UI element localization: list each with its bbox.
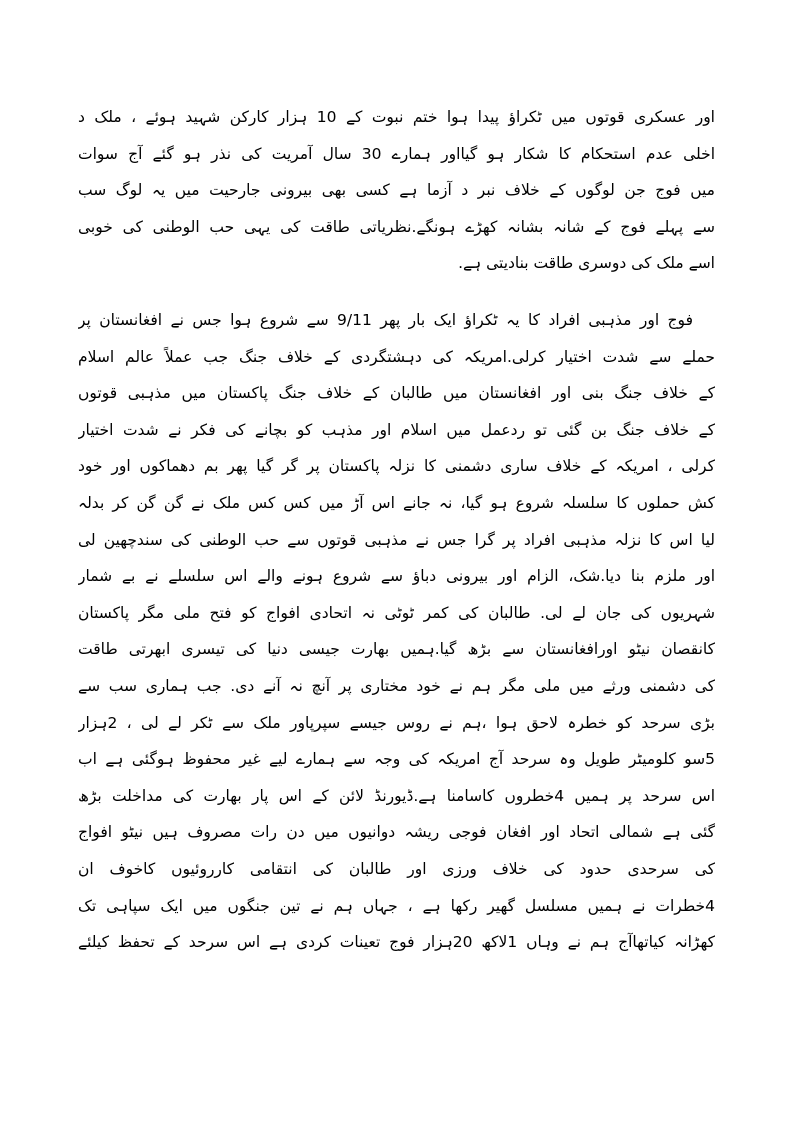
text-line: میں فوج جن لوگوں کے خلاف نبر د آزما ہے کسی بھی بیرونی جارحیت میں یہ لوگ سب: [78, 181, 715, 200]
text-line: فوج اور مذہبی افراد کا یہ ٹکراؤ ایک بار پھر 9/11 سے شروع ہوا جس نے افغانستان پر: [78, 311, 693, 329]
text-line: لیا اس کا نزلہ مذہبی افراد پر گرا جس نے مذہبی قوتوں سے حب الوطنی کی سندچھین لی: [78, 530, 715, 549]
text-line: 5سو کلومیٹر طویل وہ سرحد آج امریکہ کی وجہ سے ہمارے لیے غیر محفوظ ہوگئی ہے اب: [78, 750, 715, 769]
text-line: حملے سے شدت اختیار کرلی.امریکہ کی دہشتگردی کے خلاف جنگ جب عملاً عالم اسلام: [78, 347, 715, 366]
text-line: شہریوں کی جان لے لی. طالبان کی کمر ٹوٹی نہ اتحادی افواج کو فتح ملی مگر پاکستان: [78, 603, 715, 622]
text-line: کے خلاف جنگ بن گئی تو ردعمل میں اسلام اور مذہب کو بچانے کی فکر نے شدت اختیار: [78, 420, 715, 439]
text-line: گئی ہے شمالی اتحاد اور افغان فوجی ریشہ دوانیوں میں دن رات مصروف ہیں نیٹو افواج: [78, 823, 715, 842]
text-line: اسے ملک کی دوسری طاقت بنادیتی ہے.: [458, 254, 715, 273]
text-line: کش حملوں کا سلسلہ شروع ہو گیا، نہ جانے اس آڑ میں کس کس ملک نے گن گن کر بدلہ: [78, 493, 715, 512]
paragraph-2: [78, 302, 715, 961]
text-line: کانقصان نیٹو اورافغانستان سے بڑھ گیا.ہمیں بھارت جیسی دنیا کی تیسری ابھرتی طاقت: [78, 640, 715, 659]
text-line: کی دشمنی ورثے میں ملی مگر ہم نے خود مختاری پر آنچ نہ آنے دی. جب ہماری سب سے: [78, 676, 715, 695]
text-line: بڑی سرحد کو خطرہ لاحق ہوا ،ہم نے روس جیسے سپرپاور ملک سے ٹکر لے لی ، 2ہزار: [78, 713, 715, 732]
paragraph-1: [78, 99, 715, 282]
text-line: کی سرحدی حدود کی خلاف ورزی اور طالبان کی انتقامی کارروئیوں کاخوف ان: [78, 859, 715, 878]
text-line: کرلی ، امریکہ کے خلاف ساری دشمنی کا نزلہ پاکستان پر گر گیا پھر بم دھماکوں اور خود: [78, 457, 715, 476]
text-line: کے خلاف جنگ بنی اور افغانستان میں طالبان کے خلاف جنگ پاکستان میں مذہبی قوتوں: [78, 384, 715, 403]
text-line: اور ملزم بنا دیا.شک، الزام اور بیرونی دباؤ سے شروع ہونے والے اس سلسلے نے بے شمار: [78, 567, 715, 586]
text-line: اخلی عدم استحکام کا شکار ہو گیااور ہمارے 30 سال آمریت کی نذر ہو گئے آج سوات: [78, 144, 715, 163]
text-line: کھڑانہ کیاتھاآج ہم نے وہاں 1لاکھ 20ہزار فوج تعینات کردی ہے اس سرحد کے تحفظ کیلئے: [78, 933, 715, 952]
text-line: سے پہلے فوج کے شانہ بشانہ کھڑے ہونگے.نظریاتی طاقت کی یہی حب الوطنی کی خوبی: [78, 217, 715, 236]
text-line: 4خطرات نے ہمیں مسلسل گھیر رکھا ہے ، جہاں ہم نے تین جنگوں میں ایک سپاہی تک: [78, 896, 715, 915]
text-line: اس سرحد پر ہمیں 4خطروں کاسامنا ہے.ڈیورنڈ لائن کے اس پار بھارت کی مداخلت بڑھ: [78, 786, 715, 805]
text-line: اور عسکری قوتوں میں ٹکراؤ پیدا ہوا ختم نبوت کے 10 ہزار کارکن شہید ہوئے ، ملک د: [78, 108, 715, 126]
